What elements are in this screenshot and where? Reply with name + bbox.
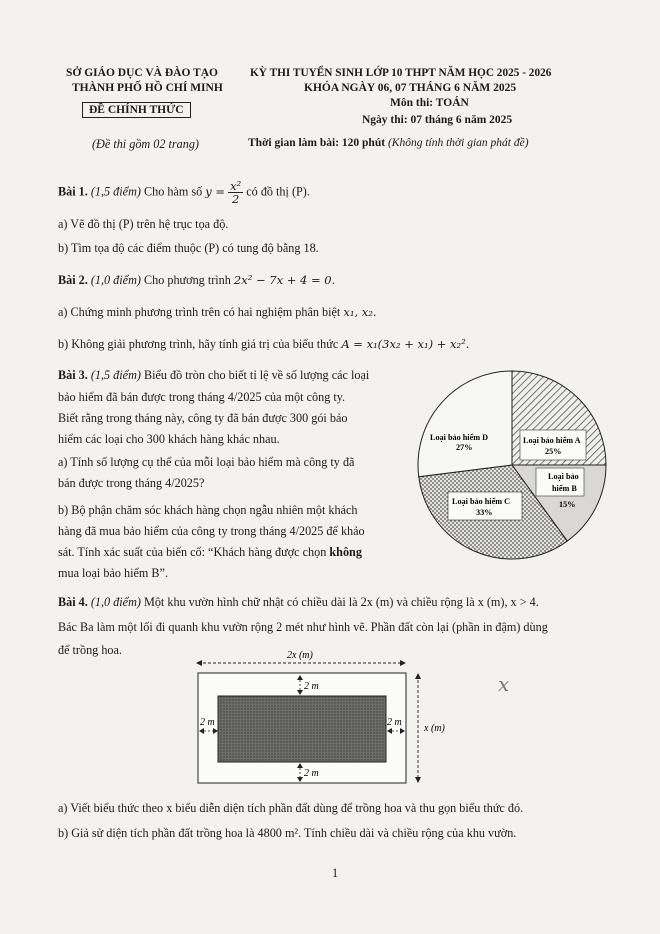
- q4-line1: [58, 595, 539, 610]
- q4-part-a: a) Viết biểu thức theo x biểu diễn diện tích phần đất dùng để trồng hoa và thu gọn biểu thức đó.: [58, 801, 524, 815]
- q1-part-b: b) Tìm tọa độ các điểm thuộc (P) có tung độ bằng 18.: [58, 241, 319, 255]
- q1-title: Bài 1.: [58, 184, 88, 199]
- time-note: (Không tính thời gian phát đề): [387, 137, 529, 149]
- q1-func-den: 2: [232, 192, 240, 206]
- exam-time: [248, 137, 529, 149]
- pages-note: (Đề thi gồm 02 trang): [92, 137, 199, 151]
- q2-points: (1,0 điểm): [90, 273, 141, 287]
- q3-line4: hiểm các loại cho 300 khách hàng khác nhau.: [58, 432, 280, 446]
- q1-intro-b: có đồ thị (P).: [246, 184, 310, 199]
- pie-value-d: 27%: [456, 443, 473, 452]
- exam-date: Ngày thi: 07 tháng 6 năm 2025: [362, 114, 513, 126]
- handwritten-mark: x: [498, 672, 510, 696]
- q2-part-a-text: a) Chứng minh phương trình trên có hai nghiệm phân biệt: [58, 305, 341, 319]
- fig-length-label: 2x (m): [287, 650, 313, 661]
- page-number: 1: [332, 866, 339, 880]
- q2-title: Bài 2.: [58, 273, 88, 287]
- dept-name-line1: SỞ GIÁO DỤC VÀ ĐÀO TẠO: [66, 67, 218, 79]
- pie-label-b1: Loại bảo: [548, 472, 579, 481]
- fig-left-label: 2 m: [200, 717, 215, 728]
- q1-func-lhs: y =: [205, 184, 226, 199]
- q2-part-a: [58, 305, 377, 320]
- q4-line2: Bác Ba làm một lối đi quanh khu vườn rộng 2 mét như hình vẽ. Phần đất còn lại (phần in đậm) dùng: [58, 620, 548, 634]
- exam-title: KỲ THI TUYỂN SINH LỚP 10 THPT NĂM HỌC 2025 - 2026: [250, 67, 552, 79]
- q3-part-b1: b) Bộ phận chăm sóc khách hàng chọn ngẫu nhiên một khách: [58, 503, 358, 517]
- fig-width-label: x (m): [424, 723, 445, 734]
- fig-bottom-label: 2 m: [304, 768, 319, 779]
- q3-title: Bài 3.: [58, 368, 88, 382]
- insurance-pie-chart: [410, 368, 614, 566]
- pie-value-c: 33%: [476, 508, 493, 517]
- q2-intro: [58, 273, 335, 288]
- q2-part-a-math: x₁, x₂.: [343, 305, 377, 319]
- q3-line2: bảo hiểm đã bán được trong tháng 4/2025 của một công ty.: [58, 390, 346, 404]
- official-badge: ĐỀ CHÍNH THỨC: [82, 102, 191, 118]
- q2-intro-text: Cho phương trình: [143, 273, 231, 287]
- q3-line1-text: Biểu đồ tròn cho biết tỉ lệ về số lượng các loại: [143, 368, 370, 382]
- q3-part-b2: hàng đã mua bảo hiểm của công ty trong tháng 4/2025 để khảo: [58, 524, 365, 538]
- q3-line3: Biết rằng trong tháng này, công ty đã bán được 300 gói bảo: [58, 411, 348, 425]
- q1-intro-a: Cho hàm số: [143, 184, 203, 199]
- fig-right-label: 2 m: [387, 717, 402, 728]
- exam-subject: Môn thi: TOÁN: [390, 97, 469, 109]
- pie-label-c: Loại bảo hiểm C: [452, 497, 511, 506]
- dept-name-line2: THÀNH PHỐ HỒ CHÍ MINH: [72, 82, 223, 94]
- q3-part-a1: a) Tính số lượng cụ thể của mỗi loại bảo hiểm mà công ty đã: [58, 455, 355, 469]
- pie-value-b: 15%: [559, 500, 576, 509]
- q3-line1: [58, 368, 369, 383]
- q4-line3: để trồng hoa.: [58, 643, 122, 657]
- q3-part-b4: mua loại bảo hiểm B”.: [58, 566, 168, 580]
- fig-top-label: 2 m: [304, 681, 319, 692]
- q2-part-b-text: b) Không giải phương trình, hãy tính giá trị của biểu thức: [58, 337, 339, 351]
- q3-points: (1,5 điểm): [90, 368, 141, 382]
- flower-bed: [218, 696, 386, 762]
- q1-fraction: [228, 180, 243, 205]
- garden-figure: [190, 648, 470, 788]
- q2-part-b: [58, 337, 469, 352]
- pie-label-d: Loại bảo hiểm D: [430, 433, 489, 442]
- q4-part-b: b) Giả sử diện tích phần đất trồng hoa là 4800 m². Tính chiều dài và chiều rộng của khu vườn.: [58, 826, 517, 840]
- q4-line1-text: Một khu vườn hình chữ nhật có chiều dài là 2x (m) và chiều rộng là x (m), x > 4.: [143, 595, 539, 609]
- q2-part-b-math: A = x₁(3x₂ + x₁) + x₂².: [341, 337, 470, 351]
- q3-part-b3-text: sát. Tính xác suất của biến cố: “Khách hàng được chọn: [58, 545, 327, 559]
- pie-label-a: Loại bảo hiểm A: [523, 436, 581, 445]
- q2-equation: 2x² − 7x + 4 = 0.: [233, 273, 336, 287]
- q1-func-num: x²: [230, 179, 242, 193]
- q1-points: (1,5 điểm): [90, 184, 141, 199]
- q3-part-a2: bán được trong tháng 4/2025?: [58, 476, 205, 490]
- exam-session: KHÓA NGÀY 06, 07 THÁNG 6 NĂM 2025: [304, 82, 517, 94]
- q1-intro: [58, 180, 310, 205]
- q3-part-b3-bold: không: [329, 545, 362, 559]
- q1-part-a: a) Vẽ đồ thị (P) trên hệ trục tọa độ.: [58, 217, 229, 231]
- q3-part-b3: [58, 545, 362, 560]
- pie-value-a: 25%: [545, 447, 562, 456]
- pie-label-b2: hiểm B: [552, 484, 577, 493]
- pie-slice-d: [418, 371, 512, 477]
- q4-points: (1,0 điểm): [90, 595, 141, 609]
- q4-title: Bài 4.: [58, 595, 88, 609]
- time-label: Thời gian làm bài: 120 phút: [248, 137, 386, 149]
